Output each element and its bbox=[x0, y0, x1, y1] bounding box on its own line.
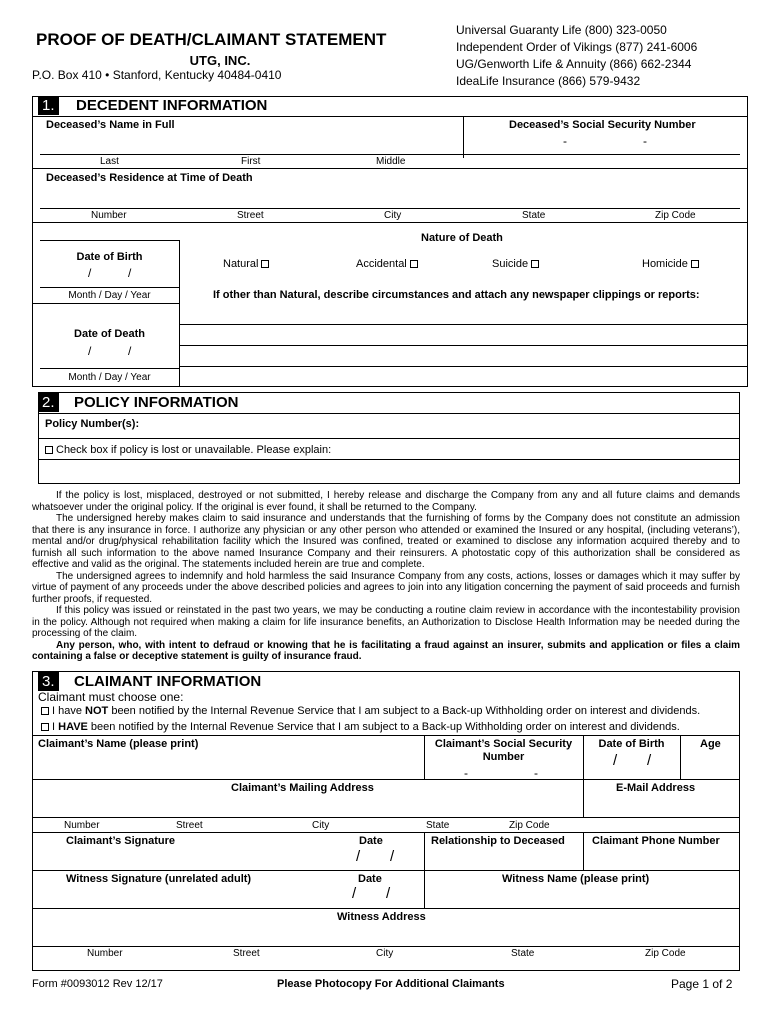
option-text: I have bbox=[52, 705, 86, 717]
date-slash: / bbox=[356, 848, 361, 865]
witness-date-label: Date bbox=[358, 873, 382, 885]
city-caption: City bbox=[384, 210, 402, 221]
witness-name-field[interactable] bbox=[428, 887, 735, 907]
claimant-name-field[interactable] bbox=[38, 752, 420, 776]
not-notified-checkbox[interactable] bbox=[41, 707, 49, 715]
claimant-age-field[interactable] bbox=[684, 752, 736, 776]
claimant-phone-field[interactable] bbox=[587, 849, 735, 869]
claimant-dob-label: Date of Birth bbox=[598, 738, 665, 750]
form-title: PROOF OF DEATH/CLAIMANT STATEMENT bbox=[36, 30, 387, 49]
email-label: E-Mail Address bbox=[616, 782, 696, 794]
contact-line: Independent Order of Vikings (877) 241-6006 bbox=[456, 40, 698, 54]
claimant-signature-field[interactable] bbox=[38, 849, 348, 869]
residence-label: Deceased’s Residence at Time of Death bbox=[46, 172, 253, 184]
claimant-name-label: Claimant’s Name (please print) bbox=[38, 738, 199, 750]
option-emphasis: NOT bbox=[85, 705, 109, 717]
contact-line: Universal Guaranty Life (800) 323-0050 bbox=[456, 23, 667, 37]
option-text: been notified by the Internal Revenue Service that I am subject to a Back-up Withholding order on interest and dividends. bbox=[87, 721, 680, 733]
deceased-ssn-label: Deceased’s Social Security Number bbox=[509, 119, 696, 131]
city-caption: City bbox=[376, 948, 394, 959]
page-number: Page 1 of 2 bbox=[671, 977, 733, 991]
claimant-phone-label: Claimant Phone Number bbox=[592, 835, 720, 847]
dod-caption: Month / Day / Year bbox=[68, 372, 151, 383]
decedent-dob-field[interactable] bbox=[40, 266, 179, 284]
witness-address-field[interactable] bbox=[38, 925, 735, 945]
age-label: Age bbox=[700, 738, 721, 750]
witness-name-label: Witness Name (please print) bbox=[502, 873, 650, 885]
city-caption: City bbox=[312, 820, 330, 831]
accidental-option[interactable] bbox=[356, 258, 421, 270]
company-address: P.O. Box 410 • Stanford, Kentucky 40484-0410 bbox=[32, 68, 282, 82]
residence-field[interactable] bbox=[40, 186, 740, 208]
legal-paragraph: The undersigned agrees to indemnify and hold harmless the said Insurance Company from any costs, actions, losses or damages which it may suffer by virtue of payment of any proceeds under the above described policies and agrees to join into any litigation concerning the payment of said proceeds and furnish further proofs, if requested. bbox=[32, 570, 740, 605]
natural-checkbox[interactable] bbox=[261, 260, 269, 268]
accidental-checkbox[interactable] bbox=[410, 260, 418, 268]
witness-date-field[interactable] bbox=[346, 885, 418, 905]
irs-not-notified-option[interactable] bbox=[38, 705, 700, 717]
date-slash: / bbox=[613, 752, 618, 769]
suicide-label: Suicide bbox=[492, 258, 529, 270]
legal-text bbox=[32, 490, 740, 663]
witness-signature-field[interactable] bbox=[38, 887, 348, 907]
number-caption: Number bbox=[64, 820, 100, 831]
natural-option[interactable] bbox=[223, 258, 272, 270]
suicide-option[interactable] bbox=[492, 258, 542, 270]
contact-list bbox=[456, 22, 697, 90]
nature-of-death-label: Nature of Death bbox=[421, 232, 503, 244]
dob-caption: Month / Day / Year bbox=[68, 290, 151, 301]
witness-signature-label: Witness Signature (unrelated adult) bbox=[66, 873, 252, 885]
street-caption: Street bbox=[176, 820, 203, 831]
irs-notified-option[interactable] bbox=[38, 721, 680, 733]
date-slash: / bbox=[390, 848, 395, 865]
contact-line: UG/Genworth Life & Annuity (866) 662-2344 bbox=[456, 57, 692, 71]
number-caption: Number bbox=[87, 948, 123, 959]
option-text: I bbox=[52, 721, 59, 733]
policy-lost-checkbox[interactable] bbox=[45, 446, 53, 454]
legal-paragraph: If the policy is lost, misplaced, destroyed or not submitted, I hereby release and discharge the Company from any and all future claims and demands whatsoever under the original policy. If the original is ever found, it shall be returned to the Company. bbox=[32, 490, 740, 513]
describe-circumstances-label: If other than Natural, describe circumstances and attach any newspaper clippings or reports: bbox=[213, 289, 700, 301]
homicide-checkbox[interactable] bbox=[691, 260, 699, 268]
homicide-label: Homicide bbox=[642, 258, 688, 270]
company-name: UTG, INC. bbox=[189, 53, 251, 68]
zip-caption: Zip Code bbox=[655, 210, 696, 221]
date-slash: / bbox=[128, 266, 132, 280]
section-title: CLAIMANT INFORMATION bbox=[74, 673, 262, 690]
date-slash: / bbox=[647, 752, 652, 769]
dob-label: Date of Birth bbox=[76, 251, 143, 263]
policy-lost-label: Check box if policy is lost or unavailable. Please explain: bbox=[56, 444, 332, 456]
ssn-dash: - bbox=[563, 134, 567, 148]
ssn-dash: - bbox=[464, 766, 468, 780]
homicide-option[interactable] bbox=[642, 258, 702, 270]
state-caption: State bbox=[522, 210, 546, 221]
must-choose-text: Claimant must choose one: bbox=[38, 690, 184, 704]
last-name-caption: Last bbox=[100, 156, 119, 167]
policy-number-field[interactable] bbox=[150, 416, 735, 436]
claimant-date-field[interactable] bbox=[350, 848, 422, 868]
section-number: 1. bbox=[38, 96, 59, 115]
date-slash: / bbox=[128, 344, 132, 358]
number-caption: Number bbox=[91, 210, 127, 221]
claimant-date-label: Date bbox=[359, 835, 383, 847]
zip-caption: Zip Code bbox=[509, 820, 550, 831]
date-slash: / bbox=[88, 266, 92, 280]
legal-paragraph: If this policy was issued or reinstated in the past two years, we may be conducting a routine claim review in accordance with the incontestability provision in the policy. Although not required when making a claim for life insurance benefits, an Authorization to Disclose Health Information may be needed during the processing of the claim. bbox=[32, 605, 740, 639]
date-slash: / bbox=[88, 344, 92, 358]
dod-label: Date of Death bbox=[74, 328, 145, 340]
accidental-label: Accidental bbox=[356, 258, 407, 270]
section-number: 2. bbox=[38, 393, 59, 412]
form-number: Form #0093012 Rev 12/17 bbox=[32, 978, 163, 990]
first-name-caption: First bbox=[241, 156, 261, 167]
ssn-dash: - bbox=[534, 766, 538, 780]
mailing-address-label: Claimant’s Mailing Address bbox=[231, 782, 374, 794]
legal-paragraph: The undersigned hereby makes claim to said insurance and understands that the furnishing of forms by the Company does not constitute an admission that there is any insurance in force. I authorize any physician or any other person who attended or examined the Insured or any hospital, (including veterans’), mental and/or drug/physical rehabilitation facility which the Insured was confined, treated or examined to disclose any information acquired thereby and to furnish all such information to the above named Insurance Company and their reinsurers. A photostatic copy of this authorization shall be considered as effective and valid as the original. The statements included herein are true and complete. bbox=[32, 513, 740, 570]
section-title: POLICY INFORMATION bbox=[74, 394, 239, 411]
ssn-dash: - bbox=[643, 134, 647, 148]
suicide-checkbox[interactable] bbox=[531, 260, 539, 268]
email-field[interactable] bbox=[587, 796, 735, 816]
fraud-warning: Any person, who, with intent to defraud or knowing that he is facilitating a fraud against an insurer, submits and application or files a claim containing a false or deceptive statement is guilty of insurance fraud. bbox=[32, 639, 740, 662]
circumstances-field[interactable] bbox=[183, 305, 743, 383]
policy-number-label: Policy Number(s): bbox=[45, 418, 140, 430]
state-caption: State bbox=[426, 820, 450, 831]
option-text: been notified by the Internal Revenue Service that I am subject to a Back-up Withholding order on interest and dividends. bbox=[108, 705, 701, 717]
section-title: DECEDENT INFORMATION bbox=[76, 97, 268, 114]
zip-caption: Zip Code bbox=[645, 948, 686, 959]
middle-name-caption: Middle bbox=[376, 156, 406, 167]
notified-checkbox[interactable] bbox=[41, 723, 49, 731]
witness-address-label: Witness Address bbox=[337, 911, 426, 923]
policy-lost-option[interactable] bbox=[42, 444, 331, 456]
claimant-signature-label: Claimant’s Signature bbox=[66, 835, 176, 847]
section-number: 3. bbox=[38, 672, 59, 691]
date-slash: / bbox=[386, 885, 391, 902]
decedent-dod-field[interactable] bbox=[40, 344, 179, 362]
state-caption: State bbox=[511, 948, 535, 959]
option-emphasis: HAVE bbox=[58, 721, 88, 733]
relationship-field[interactable] bbox=[428, 849, 580, 869]
claimant-dob-field[interactable] bbox=[583, 752, 680, 774]
relationship-label: Relationship to Deceased bbox=[431, 835, 565, 847]
natural-label: Natural bbox=[223, 258, 259, 270]
policy-explain-field[interactable] bbox=[42, 461, 736, 481]
photocopy-note: Please Photocopy For Additional Claimants bbox=[277, 978, 505, 990]
deceased-name-field[interactable] bbox=[40, 132, 460, 154]
mailing-address-field[interactable] bbox=[38, 796, 578, 816]
street-caption: Street bbox=[237, 210, 264, 221]
street-caption: Street bbox=[233, 948, 260, 959]
deceased-name-label: Deceased’s Name in Full bbox=[46, 119, 175, 131]
claimant-ssn-label: Claimant’s Social Security Number bbox=[434, 738, 573, 763]
contact-line: IdeaLife Insurance (866) 579-9432 bbox=[456, 74, 641, 88]
date-slash: / bbox=[352, 885, 357, 902]
